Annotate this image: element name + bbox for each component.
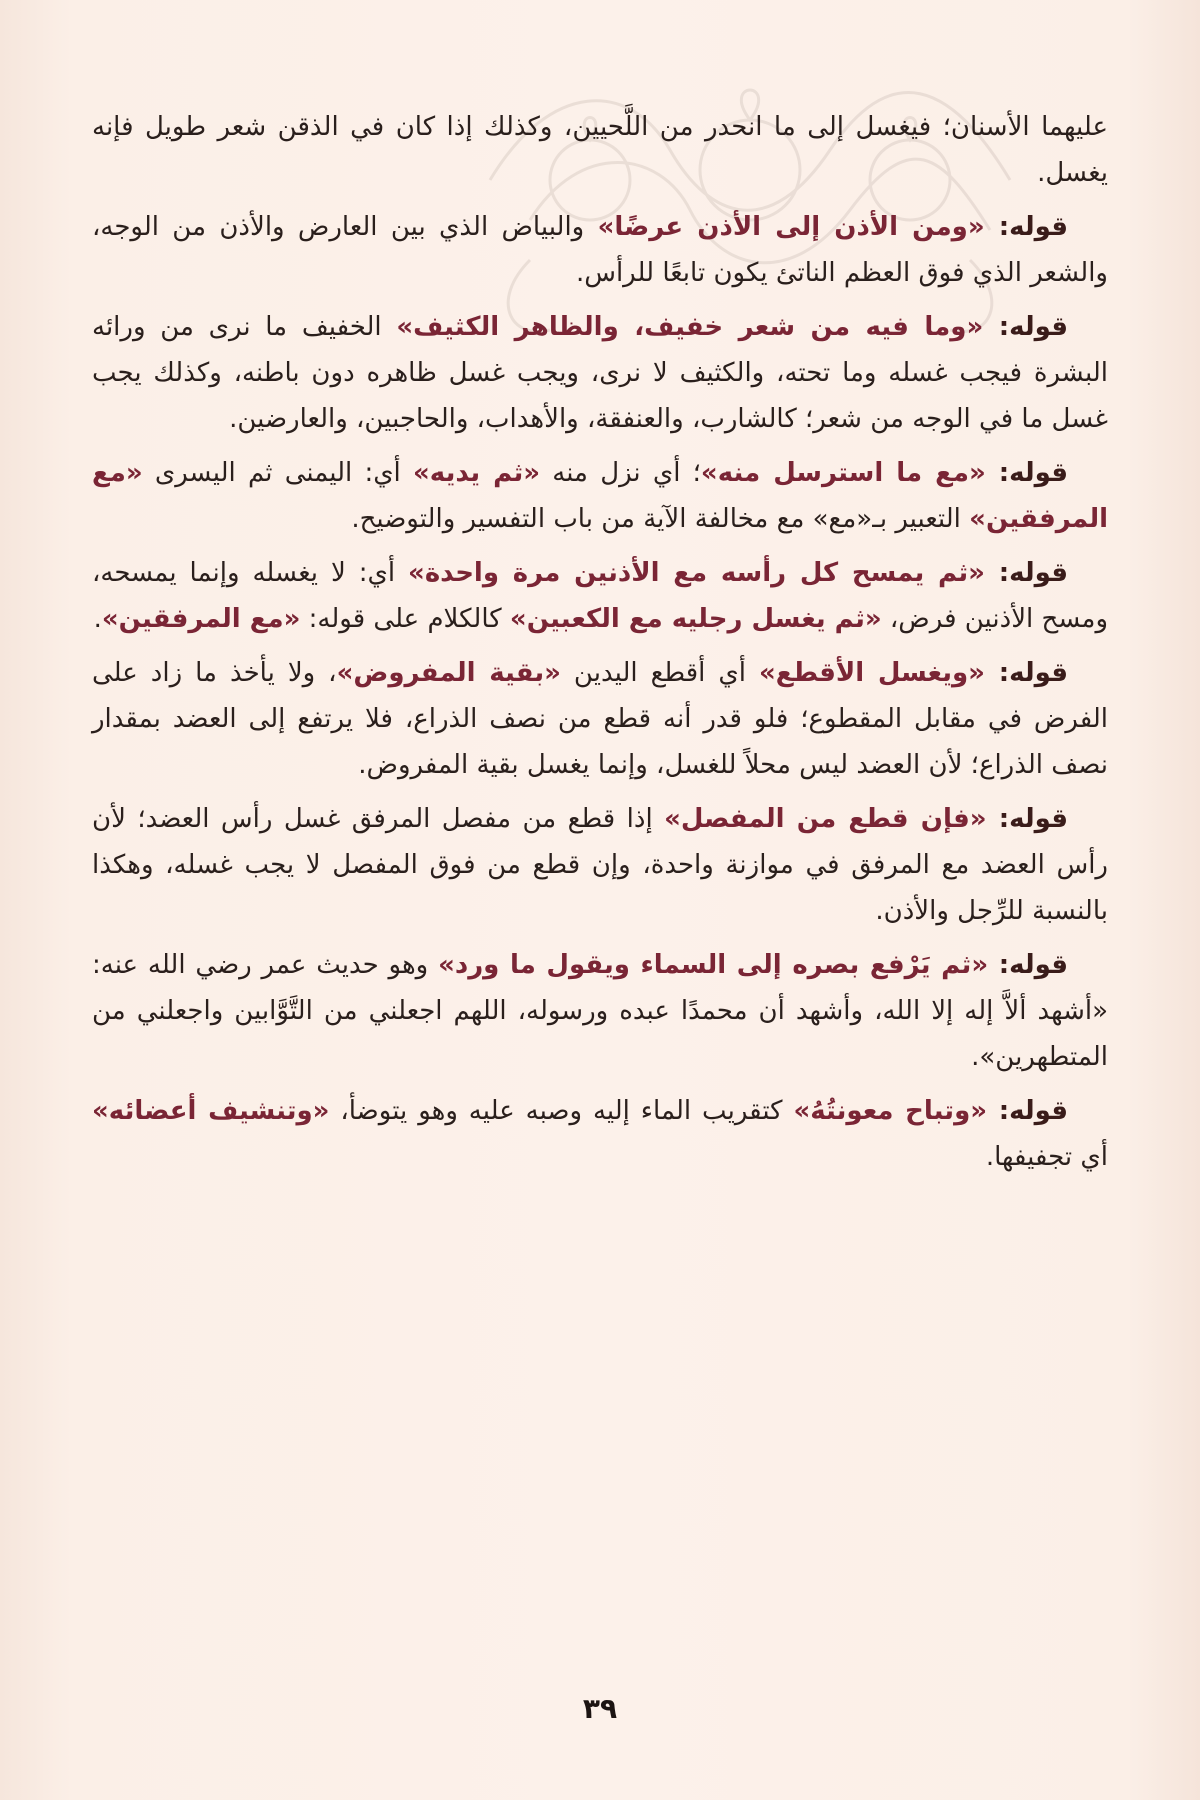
paragraph [92, 104, 1108, 196]
commentary-text: أي تجفيفها. [985, 1142, 1108, 1172]
commentary-text: عليهما الأسنان؛ فيغسل إلى ما انحدر من اللَّحيين، وكذلك إذا كان في الذقن شعر طويل فإنه يغسل. [92, 112, 1108, 188]
paragraph [92, 204, 1108, 296]
quoted-matn-text: «وما فيه من شعر خفيف، والظاهر الكثيف» [396, 312, 984, 342]
commentary-text: كالكلام على قوله: [300, 604, 510, 634]
commentary-text: وهو حديث عمر رضي الله عنه: «أشهد ألاَّ إله إلا الله، وأشهد أن محمدًا عبده ورسوله، اللهم اجعلني من التَّوَّابين واجعلني من المتطهرين». [92, 950, 1108, 1072]
page-number: ٣٩ [582, 1692, 618, 1725]
qawluhu-label: قوله: [985, 458, 1068, 488]
quoted-matn-text: «وتنشيف أعضائه» [92, 1096, 330, 1126]
qawluhu-label: قوله: [986, 804, 1068, 834]
quoted-matn-text: «وتباح معونتُهُ» [793, 1096, 988, 1126]
quoted-matn-text: «فإن قطع من المفصل» [664, 804, 987, 834]
commentary-text: . [93, 604, 102, 634]
quoted-matn-text: «ثم يَرْفع بصره إلى السماء ويقول ما ورد» [438, 950, 989, 980]
commentary-text: أي: لا يغسله وإنما يمسحه، ومسح الأذنين فرض، [92, 558, 1108, 634]
quoted-matn-text: «بقية المفروض» [336, 658, 561, 688]
quoted-matn-text: «مع المرفقين» [101, 604, 301, 634]
page-body-text [92, 104, 1108, 1188]
quoted-matn-text: «ويغسل الأقطع» [758, 658, 985, 688]
quoted-matn-text: «مع المرفقين» [92, 458, 1108, 534]
commentary-text: والبياض الذي بين العارض والأذن من الوجه، والشعر الذي فوق العظم الناتئ يكون تابعًا للرأس. [92, 212, 1108, 288]
paragraph [92, 304, 1108, 442]
qawluhu-label: قوله: [984, 658, 1068, 688]
commentary-text: التعبير بـ«مع» مع مخالفة الآية من باب التفسير والتوضيح. [351, 504, 970, 534]
paragraph [92, 450, 1108, 542]
commentary-text: أي أقطع اليدين [560, 658, 759, 688]
quoted-matn-text: «ثم يمسح كل رأسه مع الأذنين مرة واحدة» [408, 558, 985, 588]
paragraph [92, 796, 1108, 934]
qawluhu-label: قوله: [987, 1096, 1068, 1126]
commentary-text: كتقريب الماء إليه وصبه عليه وهو يتوضأ، [329, 1096, 794, 1126]
paragraph [92, 550, 1108, 642]
paragraph [92, 942, 1108, 1080]
quoted-matn-text: «ومن الأذن إلى الأذن عرضًا» [597, 212, 985, 242]
qawluhu-label: قوله: [984, 212, 1068, 242]
qawluhu-label: قوله: [983, 312, 1068, 342]
commentary-text: الخفيف ما نرى من ورائه البشرة فيجب غسله وما تحته، والكثيف لا نرى، ويجب غسل ظاهره دون باطنه، وكذلك يجب غسل ما في الوجه من شعر؛ كالشارب، والعنفقة، والأهداب، والحاجبين، والعارضين. [92, 312, 1108, 434]
qawluhu-label: قوله: [988, 950, 1068, 980]
qawluhu-label: قوله: [984, 558, 1068, 588]
quoted-matn-text: «مع ما استرسل منه» [700, 458, 986, 488]
commentary-text: ، ولا يأخذ ما زاد على الفرض في مقابل المقطوع؛ فلو قدر أنه قطع من نصف الذراع، فلا يرتفع إلى العضد بمقدار نصف الذراع؛ لأن العضد ليس محلاً للغسل، وإنما يغسل بقية المفروض. [92, 658, 1108, 780]
paragraph [92, 1088, 1108, 1180]
quoted-matn-text: «ثم يديه» [413, 458, 541, 488]
commentary-text: ؛ أي نزل منه [540, 458, 701, 488]
quoted-matn-text: «ثم يغسل رجليه مع الكعبين» [509, 604, 882, 634]
commentary-text: إذا قطع من مفصل المرفق غسل رأس العضد؛ لأن رأس العضد مع المرفق في موازنة واحدة، وإن قطع من فوق المفصل لا يجب غسله، وهكذا بالنسبة للرِّجل والأذن. [92, 804, 1108, 926]
paragraph [92, 650, 1108, 788]
commentary-text: أي: اليمنى ثم اليسرى [142, 458, 413, 488]
